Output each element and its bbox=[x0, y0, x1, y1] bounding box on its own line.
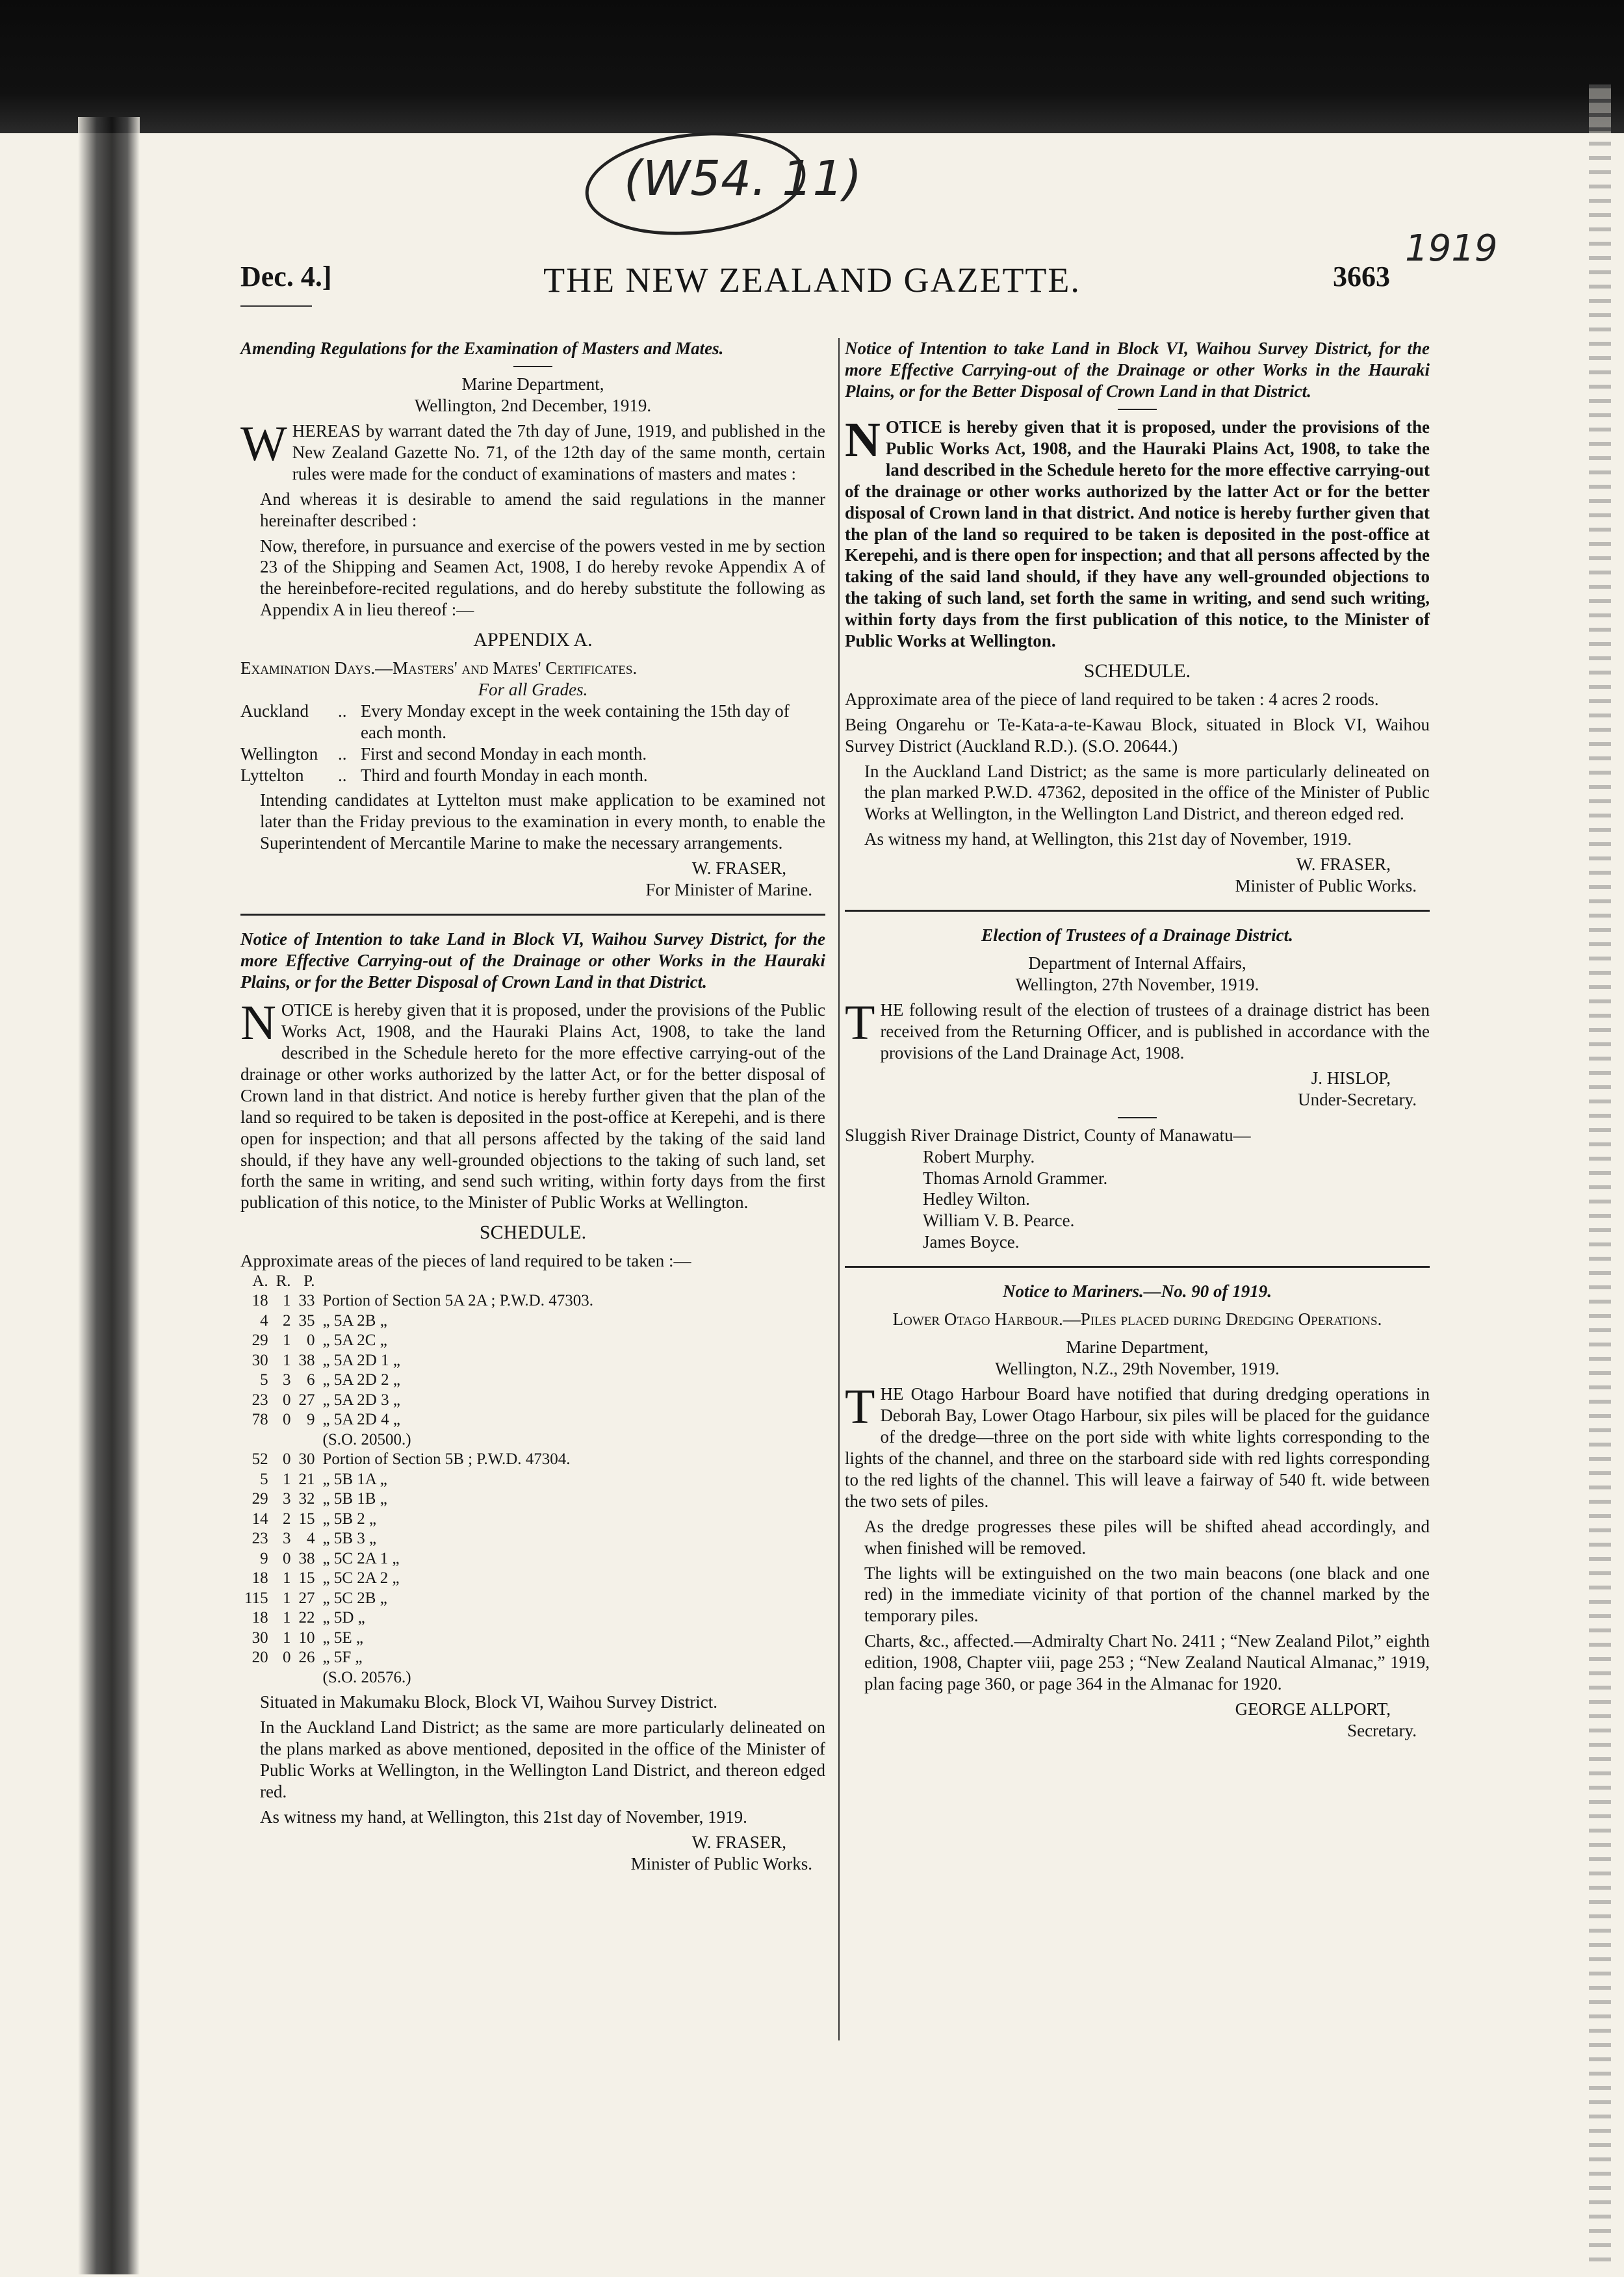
list-item: James Boyce. bbox=[923, 1232, 1020, 1252]
table-row: 4 2 35 „ 5A 2B „ bbox=[260, 1311, 387, 1330]
scan-dark-border bbox=[0, 0, 1624, 133]
signature-title: Secretary. bbox=[1347, 1721, 1417, 1741]
table-row: 5 3 6 „ 5A 2D 2 „ bbox=[260, 1371, 400, 1389]
table-row: 18 1 33 Portion of Section 5A 2A ; P.W.D. 47303. bbox=[251, 1292, 593, 1310]
paragraph: Now, therefore, in pursuance and exercise of the powers vested in me by section 23 of the Shipping and Seamen Act, 1908, I do hereby revoke Appendix A of the hereinbefore-recited regulations, and do hereby substitute the following as Appendix A in lieu thereof :— bbox=[260, 535, 825, 620]
paragraph: In the Auckland Land District; as the same is more particularly delineated on the plan marked P.W.D. 47362, deposited in the office of the Minister of Public Works at Wellington, in the Wellington Land District, and thereon edged red. bbox=[864, 761, 1430, 824]
drop-cap: T bbox=[845, 995, 875, 1050]
table-row: 29 3 32 „ 5B 1B „ bbox=[251, 1490, 387, 1508]
signature-title: Minister of Public Works. bbox=[1235, 876, 1417, 896]
gazette-title: THE NEW ZEALAND GAZETTE. bbox=[543, 261, 1081, 300]
paragraph: As witness my hand, at Wellington, this 21st day of November, 1919. bbox=[260, 1807, 747, 1827]
article-land-notice-left bbox=[240, 929, 825, 1875]
district-line: Sluggish River Drainage District, County of Manawatu— bbox=[845, 1125, 1251, 1145]
all-grades-line: For all Grades. bbox=[478, 679, 588, 699]
signature-name: W. FRASER, bbox=[1296, 855, 1391, 875]
table-row: (S.O. 20500.) bbox=[322, 1430, 411, 1448]
handwritten-year: 1919 bbox=[1405, 227, 1498, 270]
trustee-names bbox=[845, 1146, 1430, 1254]
list-item: Thomas Arnold Grammer. bbox=[923, 1168, 1108, 1188]
table-row: 29 1 0 „ 5A 2C „ bbox=[251, 1331, 387, 1350]
schedule-intro: Approximate areas of the pieces of land required to be taken :— bbox=[240, 1250, 691, 1270]
schedule-table bbox=[240, 1272, 597, 1688]
table-row: 18 1 15 „ 5C 2A 2 „ bbox=[251, 1569, 400, 1588]
paragraph: WHEREAS by warrant dated the 7th day of June, 1919, and published in the New Zealand Gazette No. 71, of the 12th day of the same month, certain rules were made for the conduct of examinations of masters and mates : bbox=[240, 416, 825, 483]
place-date-line: Wellington, N.Z., 29th November, 1919. bbox=[995, 1359, 1280, 1379]
section-rule bbox=[240, 914, 825, 916]
paragraph: And whereas it is desirable to amend the said regulations in the manner hereinafter described : bbox=[260, 489, 825, 530]
table-row: 23 3 4 „ 5B 3 „ bbox=[251, 1530, 377, 1548]
paragraph: As the dredge progresses these piles will be shifted ahead accordingly, and when finished will be removed. bbox=[864, 1516, 1430, 1558]
scan-binding-shadow bbox=[78, 117, 140, 2274]
paragraph: THE Otago Harbour Board have notified that during dredging operations in Deborah Bay, Lower Otago Harbour, six piles will be placed for the guidance of the dredge—three on the port side with white lights corresponding to the lights of the channel, and three on the starboard side with red lights corresponding to the red lights of the channel. This will leave a fairway of 540 ft. wide between the two sets of piles. bbox=[845, 1380, 1430, 1511]
paragraph: NOTICE is hereby given that it is proposed, under the provisions of the Public Works Act, 1908, and the Hauraki Plains Act, 1908, to take the land described in the Schedule hereto for the more effective carrying-out of the drainage or other works authorized by the latter Act or for the better disposal of Crown land in that district. And notice is hereby further given that the plan of the land so required to be taken is deposited in the post-office at Kerepehi, and is there open for inspection; and that all persons affected by the taking of the said land should, if they have any well-grounded objections to the taking of such land, set forth the same in writing, and send such writing, within forty days from the first publication of this notice, to the Minister of Public Works at Wellington. bbox=[845, 412, 1430, 651]
appendix-heading: APPENDIX A. bbox=[473, 629, 593, 651]
paragraph: Charts, &c., affected.—Admiralty Chart No. 2411 ; “New Zealand Pilot,” eighth edition, 1908, Chapter viii, page 253 ; “New Zealand Nautical Almanac,” 1919, plan facing page 360, or page 364 in the Almanac for 1920. bbox=[864, 1631, 1430, 1694]
short-rule bbox=[1118, 1117, 1157, 1118]
exam-row: Auckland .. Every Monday except in the week containing the 15th day of each month. bbox=[240, 701, 790, 742]
article-title: Notice of Intention to take Land in Block VI, Waihou Survey District, for the more Effective Carrying-out of the Drainage or other Works in the Hauraki Plains, or for the Better Disposal of Crown Land in that District. bbox=[845, 339, 1430, 401]
drop-cap: W bbox=[240, 416, 287, 471]
header-rule bbox=[240, 305, 312, 307]
list-item: Hedley Wilton. bbox=[923, 1189, 1030, 1209]
table-row: 5 1 21 „ 5B 1A „ bbox=[260, 1470, 387, 1488]
subheading: Lower Otago Harbour.—Piles placed during Dredging Operations. bbox=[892, 1309, 1382, 1330]
exam-row: Lyttelton .. Third and fourth Monday in each month. bbox=[240, 765, 648, 785]
table-row: (S.O. 20576.) bbox=[322, 1668, 411, 1686]
article-title: Notice of Intention to take Land in Block VI, Waihou Survey District, for the more Effective Carrying-out of the Drainage or other Works in the Hauraki Plains, or for the Better Disposal of Crown Land in that District. bbox=[240, 929, 825, 992]
drop-cap: T bbox=[845, 1380, 875, 1435]
schedule-heading: SCHEDULE. bbox=[479, 1222, 587, 1244]
list-item: William V. B. Pearce. bbox=[923, 1211, 1075, 1231]
paragraph: NOTICE is hereby given that it is proposed, under the provisions of the Public Works Act, 1908, and the Hauraki Plains Act, 1908, to take the land described in the Schedule hereto for the more effective carrying-out of the drainage or other works authorized by the latter Act, or for the better disposal of Crown land in that district. And notice is hereby further given that the plan of the land so required to be taken is deposited in the post-office at Kerepehi, and is there open for inspection; and that all persons affected by the taking of the said land should, if they have any well-grounded objections to the taking of such land, set forth the same in writing, and send such writing, within forty days from the first publication of this notice, to the Minister of Public Works at Wellington. bbox=[240, 995, 825, 1213]
right-column bbox=[845, 338, 1430, 1742]
dept-line: Department of Internal Affairs, bbox=[1028, 953, 1246, 973]
signature-name: J. HISLOP, bbox=[1311, 1068, 1391, 1088]
list-item: Robert Murphy. bbox=[923, 1146, 1035, 1166]
paragraph: The lights will be extinguished on the two main beacons (one black and one red) in the immediate vicinity of that portion of the channel marked by the temporary piles. bbox=[864, 1563, 1430, 1626]
paragraph: THE following result of the election of trustees of a drainage district has been received from the Returning Officer, and is published in accordance with the provisions of the Land Drainage Act, 1908. bbox=[845, 995, 1430, 1062]
place-date-line: Wellington, 27th November, 1919. bbox=[1015, 975, 1259, 995]
article-title: Notice to Mariners.—No. 90 of 1919. bbox=[1003, 1281, 1272, 1302]
signature-name: W. FRASER, bbox=[691, 1833, 786, 1852]
paragraph: Being Ongarehu or Te-Kata-a-te-Kawau Block, situated in Block VI, Waihou Survey District (Auckland R.D.). (S.O. 20644.) bbox=[845, 714, 1430, 756]
table-row: 20 0 26 „ 5F „ bbox=[251, 1649, 363, 1667]
section-rule bbox=[845, 910, 1430, 912]
dept-line: Marine Department, bbox=[461, 374, 604, 394]
signature-title: For Minister of Marine. bbox=[645, 880, 812, 900]
article-title: Election of Trustees of a Drainage District. bbox=[981, 925, 1293, 946]
short-rule bbox=[513, 366, 552, 367]
exam-row: Wellington .. First and second Monday in each month. bbox=[240, 743, 647, 764]
paragraph: Situated in Makumaku Block, Block VI, Waihou Survey District. bbox=[260, 1692, 718, 1712]
article-land-notice-right bbox=[845, 338, 1430, 897]
paragraph: Intending candidates at Lyttelton must make application to be examined not later than the Friday previous to the examination in every month, to enable the Superintendent of Mercantile Marine to make the necessary arrangements. bbox=[260, 790, 825, 853]
signature-title: Minister of Public Works. bbox=[630, 1853, 812, 1873]
place-date-line: Wellington, 2nd December, 1919. bbox=[414, 395, 652, 415]
signature-name: GEORGE ALLPORT, bbox=[1235, 1699, 1391, 1719]
table-row: 30 1 10 „ 5E „ bbox=[251, 1628, 363, 1647]
paragraph: Approximate area of the piece of land required to be taken : 4 acres 2 roods. bbox=[845, 689, 1379, 709]
table-row: 23 0 27 „ 5A 2D 3 „ bbox=[251, 1391, 400, 1409]
signature-title: Under-Secretary. bbox=[1298, 1089, 1417, 1109]
signature-name: W. FRASER, bbox=[691, 858, 786, 879]
article-examination-regulations bbox=[240, 338, 825, 901]
article-notice-to-mariners bbox=[845, 1281, 1430, 1742]
schedule-heading: SCHEDULE. bbox=[1083, 660, 1191, 682]
exam-days-heading: Examination Days.—Masters' and Mates' Certificates. bbox=[240, 658, 638, 678]
drop-cap: N bbox=[240, 995, 276, 1050]
short-rule bbox=[1118, 409, 1157, 410]
paragraph: In the Auckland Land District; as the same are more particularly delineated on the plans marked as above mentioned, deposited in the office of the Minister of Public Works at Wellington, in the Wellington Land District, and thereon edged red. bbox=[260, 1717, 825, 1802]
section-rule bbox=[845, 1266, 1430, 1268]
left-column bbox=[240, 338, 825, 1875]
dept-line: Marine Department, bbox=[1066, 1337, 1209, 1357]
paragraph: As witness my hand, at Wellington, this 21st day of November, 1919. bbox=[864, 829, 1352, 849]
table-row: 9 0 38 „ 5C 2A 1 „ bbox=[260, 1549, 400, 1567]
table-header: A. R. P. bbox=[252, 1272, 315, 1290]
table-row: 14 2 15 „ 5B 2 „ bbox=[251, 1510, 377, 1528]
table-row: 18 1 22 „ 5D „ bbox=[251, 1609, 365, 1627]
table-row: 30 1 38 „ 5A 2D 1 „ bbox=[251, 1351, 400, 1369]
table-row: 78 0 9 „ 5A 2D 4 „ bbox=[251, 1411, 400, 1429]
handwritten-stamp: (W54. 11) bbox=[624, 151, 862, 207]
table-row: 115 1 27 „ 5C 2B „ bbox=[244, 1589, 387, 1607]
article-title: Amending Regulations for the Examination of Masters and Mates. bbox=[240, 339, 724, 358]
article-drainage-election bbox=[845, 925, 1430, 1253]
scan-edge-noise bbox=[1589, 84, 1611, 2268]
drop-cap: N bbox=[845, 412, 881, 467]
header-date: Dec. 4.] bbox=[240, 261, 332, 292]
page-number: 3663 bbox=[1333, 261, 1390, 292]
column-divider bbox=[838, 338, 840, 2040]
table-row: 52 0 30 Portion of Section 5B ; P.W.D. 47304. bbox=[251, 1450, 571, 1469]
